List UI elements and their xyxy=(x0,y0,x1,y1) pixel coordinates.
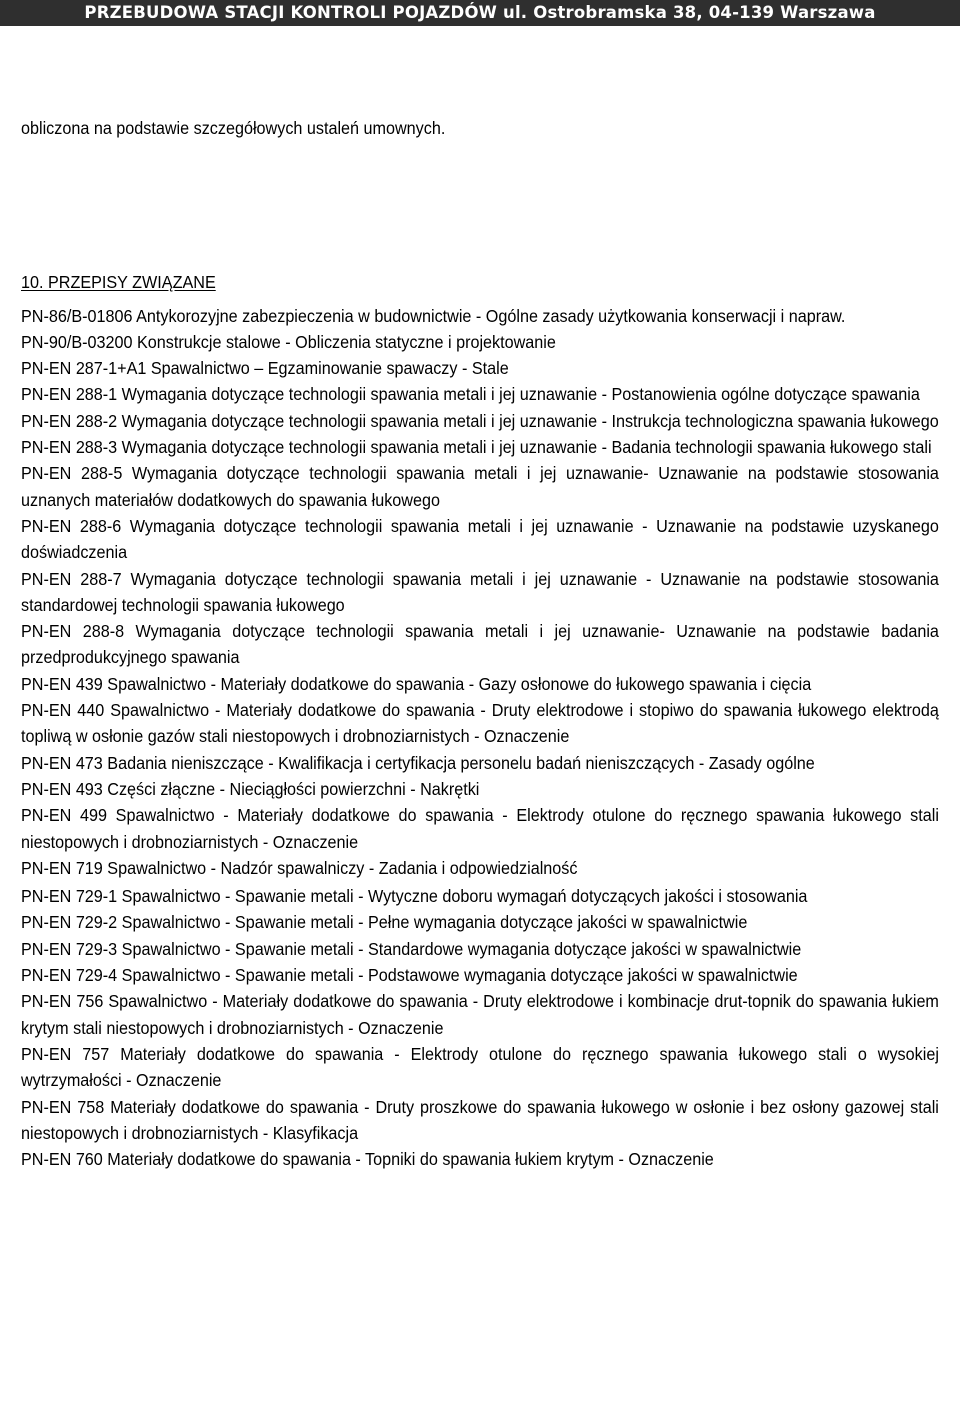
list-item: PN-EN 439 Spawalnictwo - Materiały dodatkowe do spawania - Gazy osłonowe do łukowego spawania i cięcia xyxy=(21,673,812,694)
list-item: PN-EN 499 Spawalnictwo - Materiały dodatkowe do spawania - Elektrody otulone do ręcznego spawania łukowego stali niestopowych i drobnoziarnistych - Oznaczenie xyxy=(21,805,939,852)
page-body xyxy=(21,115,939,1172)
list-item: PN-EN 440 Spawalnictwo - Materiały dodatkowe do spawania - Druty elektrodowe i stopiwo do spawania łukowego elektrodą topliwą w osłonie gazów stali niestopowych i drobnoziarnistych - Oznaczenie xyxy=(21,700,939,747)
list-item: PN-EN 288-2 Wymagania dotyczące technologii spawania metali i jej uznawanie - Instrukcja technologiczna spawania łukowego xyxy=(21,410,939,431)
list-item: PN-EN 757 Materiały dodatkowe do spawania - Elektrody otulone do ręcznego spawania łukowego stali o wysokiej wytrzymałości - Oznaczenie xyxy=(21,1043,939,1091)
document-header: PRZEBUDOWA STACJI KONTROLI POJAZDÓW ul. Ostrobramska 38, 04-139 Warszawa xyxy=(0,0,960,26)
list-item: PN-EN 719 Spawalnictwo - Nadzór spawalniczy - Zadania i odpowiedzialność xyxy=(21,857,578,878)
section-heading: 10. PRZEPISY ZWIĄZANE xyxy=(21,272,216,293)
list-item: PN-EN 729-2 Spawalnictwo - Spawanie metali - Pełne wymagania dotyczące jakości w spawalnictwie xyxy=(21,912,748,933)
list-item: PN-EN 758 Materiały dodatkowe do spawania - Druty proszkowe do spawania łukowego w osłonie i bez osłony gazowej stali niestopowych i drobnoziarnistych - Klasyfikacja xyxy=(21,1096,939,1143)
list-item: PN-EN 760 Materiały dodatkowe do spawania - Topniki do spawania łukiem krytym - Oznaczenie xyxy=(21,1149,714,1170)
list-item: PN-EN 473 Badania nieniszczące - Kwalifikacja i certyfikacja personelu badań nieniszczących - Zasady ogólne xyxy=(21,752,815,773)
list-item: PN-EN 729-1 Spawalnictwo - Spawanie metali - Wytyczne doboru wymagań dotyczących jakości i stosowania xyxy=(21,886,808,907)
list-item: PN-EN 729-4 Spawalnictwo - Spawanie metali - Podstawowe wymagania dotyczące jakości w spawalnictwie xyxy=(21,965,798,986)
list-item: PN-EN 288-8 Wymagania dotyczące technologii spawania metali i jej uznawanie- Uznawanie na podstawie badania przedprodukcyjnego spawania xyxy=(21,621,939,668)
list-item: PN-86/B-01806 Antykorozyjne zabezpieczenia w budownictwie - Ogólne zasady użytkowania konserwacji i napraw. xyxy=(21,305,846,326)
list-item: PN-EN 756 Spawalnictwo - Materiały dodatkowe do spawania - Druty elektrodowe i kombinacje drut-topnik do spawania łukiem krytym stali niestopowych i drobnoziarnistych - Oznaczenie xyxy=(21,991,939,1038)
standards-list xyxy=(21,303,939,1173)
list-item: PN-EN 288-6 Wymagania dotyczące technologii spawania metali i jej uznawanie - Uznawanie na podstawie uzyskanego doświadczenia xyxy=(21,515,939,563)
intro-paragraph: obliczona na podstawie szczegółowych ustaleń umownych. xyxy=(21,118,446,138)
list-item: PN-EN 288-7 Wymagania dotyczące technologii spawania metali i jej uznawanie - Uznawanie na podstawie stosowania standardowej technologii spawania łukowego xyxy=(21,568,939,615)
list-item: PN-EN 287-1+A1 Spawalnictwo – Egzaminowanie spawaczy - Stale xyxy=(21,358,509,379)
list-item: PN-EN 288-3 Wymagania dotyczące technologii spawania metali i jej uznawanie - Badania technologii spawania łukowego stali xyxy=(21,437,932,458)
list-item: PN-EN 729-3 Spawalnictwo - Spawanie metali - Standardowe wymagania dotyczące jakości w spawalnictwie xyxy=(21,938,802,959)
list-item: PN-90/B-03200 Konstrukcje stalowe - Obliczenia statyczne i projektowanie xyxy=(21,331,556,352)
list-item: PN-EN 288-5 Wymagania dotyczące technologii spawania metali i jej uznawanie- Uznawanie na podstawie stosowania uznanych materiałów dodatkowych do spawania łukowego xyxy=(21,463,939,510)
list-item: PN-EN 288-1 Wymagania dotyczące technologii spawania metali i jej uznawanie - Postanowienia ogólne dotyczące spawania xyxy=(21,384,920,405)
list-item: PN-EN 493 Części złączne - Nieciągłości powierzchni - Nakrętki xyxy=(21,778,480,799)
